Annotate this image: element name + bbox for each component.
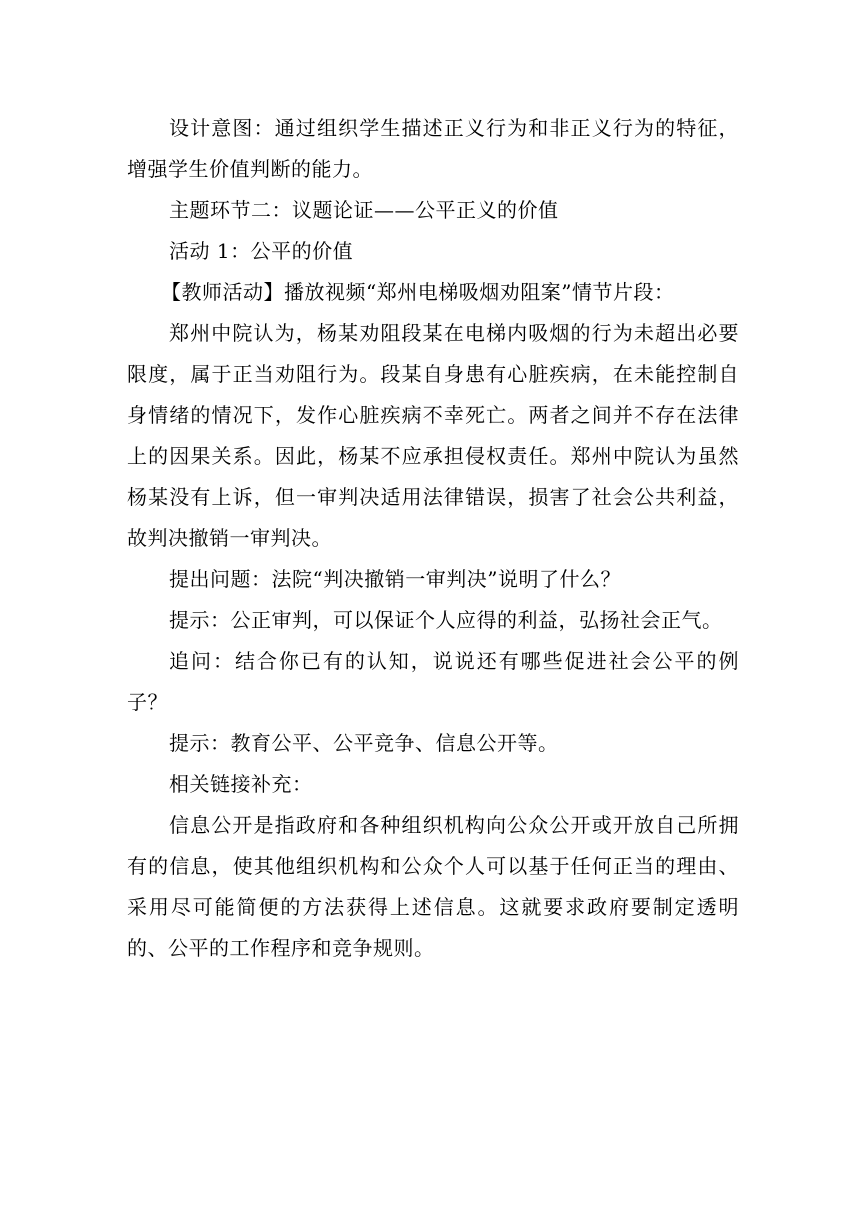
document-body [127, 108, 739, 969]
paragraph-related-link: 相关链接补充： [169, 772, 313, 796]
paragraph-design-intent: 设计意图：通过组织学生描述正义行为和非正义行为的特征，增强学生价值判断的能力。 [127, 116, 739, 181]
paragraph-teacher-activity: 【教师活动】播放视频“郑州电梯吸烟劝阻案”情节片段： [161, 280, 675, 304]
paragraph-follow-up: 追问：结合你已有的认知，说说还有哪些促进社会公平的例子？ [127, 649, 739, 714]
paragraph-court-case: 郑州中院认为，杨某劝阻段某在电梯内吸烟的行为未超出必要限度，属于正当劝阻行为。段某自身患有心脏疾病，在未能控制自身情绪的情况下，发作心脏疾病不幸死亡。两者之间并不存在法律上的因果关系。因此，杨某不应承担侵权责任。郑州中院认为虽然杨某没有上诉，但一审判决适用法律错误，损害了社会公共利益，故判决撤销一审判决。 [127, 321, 739, 550]
paragraph-hint-2: 提示：教育公平、公平竞争、信息公开等。 [169, 731, 559, 755]
paragraph-question: 提出问题：法院“判决撤销一审判决”说明了什么？ [169, 567, 621, 591]
paragraph-section-heading: 主题环节二：议题论证——公平正义的价值 [169, 198, 559, 222]
paragraph-hint-1: 提示：公正审判，可以保证个人应得的利益，弘扬社会正气。 [169, 608, 723, 632]
paragraph-info-disclosure: 信息公开是指政府和各种组织机构向公众公开或开放自己所拥有的信息，使其他组织机构和公众个人可以基于任何正当的理由、采用尽可能简便的方法获得上述信息。这就要求政府要制定透明的、公平的工作程序和竞争规则。 [127, 813, 739, 960]
paragraph-activity-heading: 活动 1：公平的价值 [169, 239, 354, 263]
